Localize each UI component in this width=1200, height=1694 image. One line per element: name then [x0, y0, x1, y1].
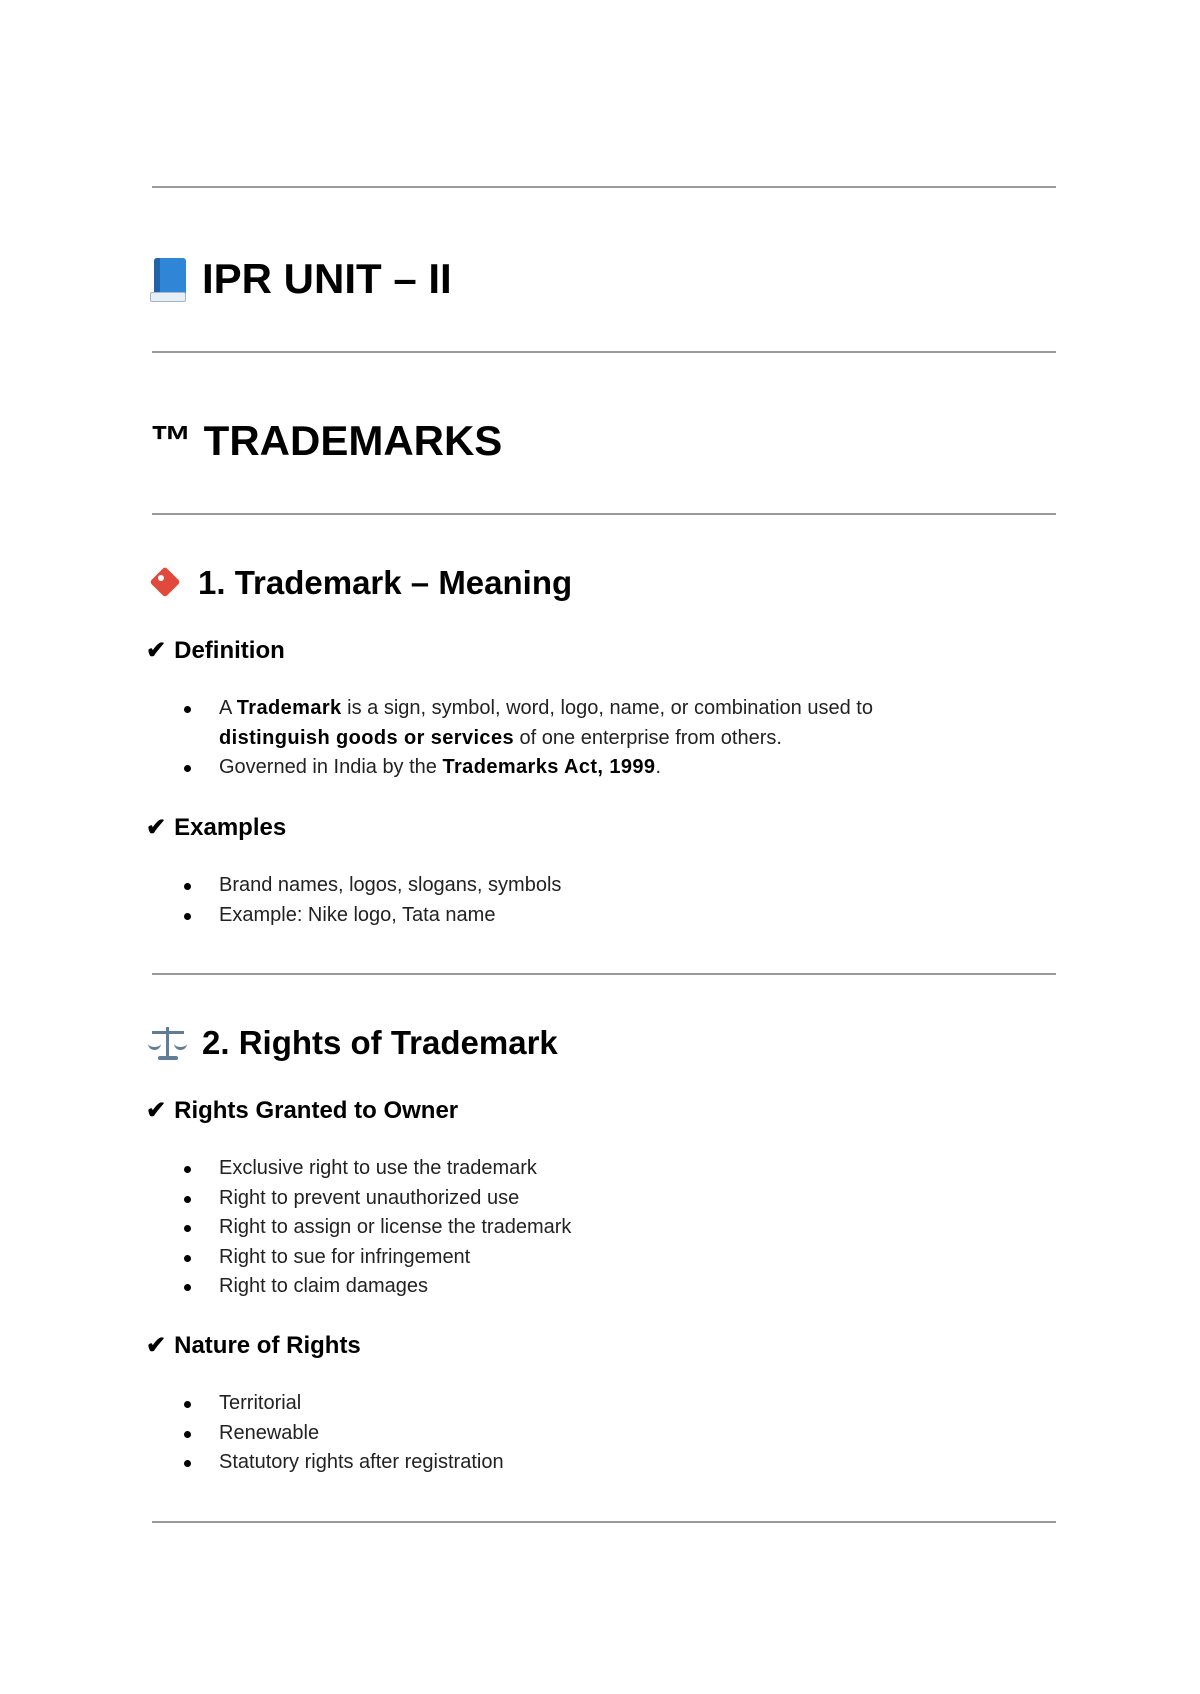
divider	[152, 1521, 1056, 1523]
list-item: Right to sue for infringement	[0, 1243, 979, 1273]
check-icon: ✔	[146, 1097, 167, 1124]
page-title: IPR UNIT – II	[150, 254, 452, 304]
check-icon: ✔	[146, 1332, 167, 1359]
list-item: Right to claim damages	[0, 1272, 979, 1302]
list-item: A Trademark is a sign, symbol, word, logo, name, or combination used to distinguish goods or services of one enterprise from others.	[0, 694, 979, 753]
subheading-examples: ✔ Examples	[146, 814, 287, 841]
list-item: Statutory rights after registration	[0, 1448, 979, 1478]
rights-granted-list	[0, 1154, 979, 1302]
list-item: Renewable	[0, 1419, 979, 1449]
divider	[152, 186, 1056, 188]
definition-list	[0, 694, 979, 783]
section-heading-rights-of-trademark: 2. Rights of Trademark	[148, 1023, 558, 1063]
scales-icon	[148, 1023, 188, 1063]
nature-of-rights-list	[0, 1389, 979, 1478]
tag-icon	[148, 565, 184, 601]
list-item: Exclusive right to use the trademark	[0, 1154, 979, 1184]
list-item: Brand names, logos, slogans, symbols	[0, 871, 979, 901]
list-item: Right to prevent unauthorized use	[0, 1184, 979, 1214]
check-icon: ✔	[146, 637, 167, 664]
list-item: Governed in India by the Trademarks Act, 1999.	[0, 753, 979, 783]
subheading-rights-granted: ✔ Rights Granted to Owner	[146, 1097, 459, 1124]
subheading-nature-of-rights: ✔ Nature of Rights	[146, 1332, 361, 1359]
divider	[152, 351, 1056, 353]
divider	[152, 513, 1056, 515]
subheading-definition: ✔ Definition	[146, 637, 285, 664]
list-item: Example: Nike logo, Tata name	[0, 901, 979, 931]
examples-list	[0, 871, 979, 930]
divider	[152, 973, 1056, 975]
list-item: Right to assign or license the trademark	[0, 1213, 979, 1243]
book-icon	[150, 258, 188, 300]
check-icon: ✔	[146, 814, 167, 841]
list-item: Territorial	[0, 1389, 979, 1419]
section-title: ™ TRADEMARKS	[150, 417, 503, 464]
section-heading-trademark-meaning: 1. Trademark – Meaning	[148, 563, 572, 603]
